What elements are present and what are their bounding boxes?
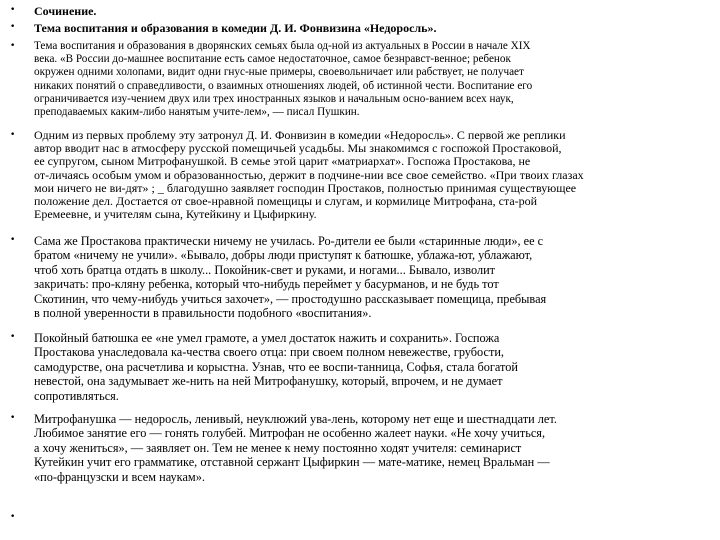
bullet-icon: • xyxy=(10,332,16,342)
paragraph-line: окружен одними холопами, видит одни гнус-ные примеры, своевольничает или рабствует, не получает xyxy=(34,66,524,79)
paragraph-line: ее супругом, сыном Митрофанушкой. В семье этой царит «матриархат». Госпожа Простакова, не xyxy=(34,154,531,169)
paragraph-line: чтоб хоть братца отдать в школу... Покойник-свет и руками, и ногами... Бывало, изволит xyxy=(34,262,496,277)
paragraph-line: автор вводит нас в атмосферу русской помещичьей усадьбы. Мы знакомимся с госпожой Простаковой, xyxy=(34,141,562,156)
bullet-icon: • xyxy=(10,130,16,140)
paragraph-line: ограничивается изу-чением двух или трех иностранных языков и начальным осно-ванием всех наук, xyxy=(34,92,514,105)
paragraph-line: мои ничего не ви-дят» ; _ благодушно заявляет господин Простаков, полностью принимая существующее xyxy=(34,180,577,195)
paragraph-line: Митрофанушка — недоросль, ленивый, неуклюжий ува-лень, которому нет еще и шестнадцати лет. xyxy=(34,412,557,426)
paragraph-5 xyxy=(34,412,718,484)
paragraph-line: а хочу жениться», — заявляет он. Тем не менее к нему постоянно ходят учителя: семинарист xyxy=(34,440,522,455)
paragraph-line: закричать: про-кляну ребенка, который что-нибудь переймет у басурманов, и не будь тот xyxy=(34,277,499,292)
paragraph-line: Сама же Простакова практически ничему не училась. Ро-дители ее были «старинные люди», ее с xyxy=(34,234,544,248)
paragraph-line: от-личаясь особым умом и образованностью, держит в подчине-нии все свое семейство. «При твоих глазах xyxy=(34,167,584,182)
document-title: Тема воспитания и образования в комедии Д. И. Фонвизина «Недоросль». xyxy=(34,21,437,35)
paragraph-line: никаких понятий о справедливости, о взаимных отношениях людей, об истинной чести. Воспитание его xyxy=(34,79,533,92)
paragraph-line: Скотинин, что чему-нибудь учиться захочет», — простодушно рассказывает помещица, пребывая xyxy=(34,291,547,306)
paragraph-line: Еремеевне, и учителям сына, Кутейкину и Цыфиркину. xyxy=(34,207,317,222)
paragraph-4 xyxy=(34,331,718,403)
paragraph-line: братом «ничему не учили». «Бывало, добры люди приступят к батюшке, ублажа-ют, ублажают, xyxy=(34,248,533,263)
paragraph-line: сопротивляться. xyxy=(34,388,119,403)
paragraph-line: «по-французски и всем наукам». xyxy=(34,469,205,484)
paragraph-line: Тема воспитания и образования в дворянских семьях была од-ной из актуальных в России в начале XIX xyxy=(34,40,531,52)
bullet-icon: • xyxy=(10,41,16,51)
paragraph-line: Покойный батюшка ее «не умел грамоте, а умел достаток нажить и сохранить». Госпожа xyxy=(34,331,500,345)
paragraph-line: Любимое занятие его — гонять голубей. Митрофан не особенно жалеет науки. «Не хочу учиться, xyxy=(34,426,546,441)
bullet-icon: • xyxy=(10,5,16,15)
bullet-icon: • xyxy=(10,512,16,522)
paragraph-line: Простакова унаследовала ка-чества своего отца: при своем полном невежестве, грубости, xyxy=(34,345,504,360)
paragraph-line: преподаваемых каким-либо нанятым учите-лем», — писал Пушкин. xyxy=(34,106,360,119)
paragraph-line: в полной уверенности в правильности подобного «воспитания». xyxy=(34,306,372,321)
document-heading: Сочинение. xyxy=(34,4,97,18)
paragraph-3 xyxy=(34,234,718,320)
paragraph-line: Одним из первых проблему эту затронул Д. И. Фонвизин в комедии «Недоросль». С первой же реплики xyxy=(34,129,566,142)
paragraph-line: положение дел. Достается от свое-нравной помещицы и слугам, и кормилице Митрофана, ста-рой xyxy=(34,194,538,209)
bullet-icon: • xyxy=(10,235,16,245)
bullet-icon: • xyxy=(10,413,16,423)
paragraph-1 xyxy=(34,40,718,119)
paragraph-2 xyxy=(34,129,718,221)
paragraph-line: Кутейкин учит его грамматике, отставной сержант Цыфиркин — мате-матике, немец Вральман — xyxy=(34,455,550,470)
paragraph-line: невестой, она задумывает же-нить на ней Митрофанушку, который, впрочем, и не думает xyxy=(34,374,503,389)
paragraph-line: самодурстве, она расчетлива и корыстна. Узнав, что ее воспи-танница, Софья, стала богатой xyxy=(34,359,518,374)
paragraph-line: века. «В России до-машнее воспитание есть самое недостаточное, самое безнравст-венное; ребенок xyxy=(34,53,511,66)
bullet-icon: • xyxy=(10,22,16,32)
